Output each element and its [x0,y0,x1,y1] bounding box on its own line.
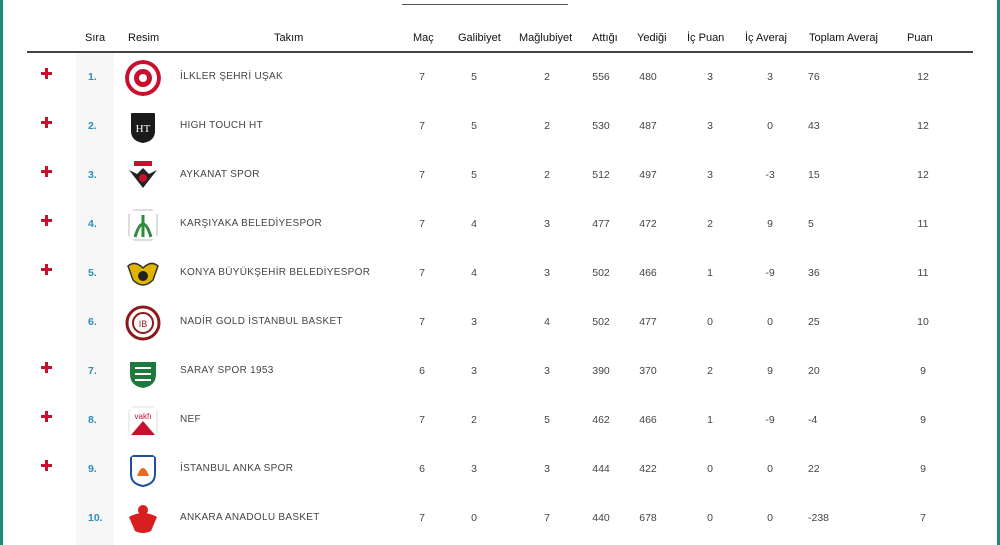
wins-cell: 2 [471,414,477,426]
header-toplam-averaj[interactable]: Toplam Averaj [809,32,878,44]
header-sira[interactable]: Sıra [85,32,106,44]
saray-shield-icon[interactable] [125,354,161,390]
total-average-cell: 20 [808,365,820,377]
home-average-cell: -9 [765,267,775,279]
losses-cell: 2 [544,169,550,181]
team-name-link[interactable]: NADİR GOLD İSTANBUL BASKET [180,316,343,327]
points-conceded-cell: 370 [639,365,657,377]
team-name-link[interactable]: KARŞIYAKA BELEDİYESPOR [180,218,323,229]
table-header [27,24,973,53]
total-average-cell: 76 [808,71,820,83]
matches-cell: 7 [419,512,425,524]
ankara-ball-logo-icon[interactable] [125,501,161,537]
points-cell: 11 [917,218,929,230]
expand-plus-icon[interactable] [41,117,52,128]
team-name-link[interactable]: NEF [180,414,201,425]
points-cell: 9 [920,365,926,377]
home-points-cell: 3 [707,120,713,132]
matches-cell: 7 [419,267,425,279]
rank-cell: 6. [88,316,97,328]
matches-cell: 7 [419,316,425,328]
points-conceded-cell: 422 [639,463,657,475]
points-scored-cell: 440 [592,512,610,524]
matches-cell: 7 [419,71,425,83]
wins-cell: 5 [471,71,477,83]
losses-cell: 3 [544,463,550,475]
header-galibiyet[interactable]: Galibiyet [458,32,501,44]
nef-logo-icon[interactable] [125,403,161,439]
losses-cell: 3 [544,218,550,230]
total-average-cell: -238 [808,512,830,524]
usak-logo-icon[interactable] [125,60,161,96]
losses-cell: 2 [544,120,550,132]
header-takim[interactable]: Takım [274,32,304,44]
points-scored-cell: 530 [592,120,610,132]
total-average-cell: 22 [808,463,820,475]
table-row[interactable] [27,53,973,102]
team-name-link[interactable]: KONYA BÜYÜKŞEHİR BELEDİYESPOR [180,267,371,278]
points-scored-cell: 512 [592,169,610,181]
losses-cell: 7 [544,512,550,524]
total-average-cell: 43 [808,120,820,132]
anka-shield-icon[interactable] [125,452,161,488]
points-conceded-cell: 487 [639,120,657,132]
matches-cell: 7 [419,218,425,230]
wins-cell: 3 [471,463,477,475]
home-average-cell: 0 [767,316,773,328]
points-conceded-cell: 477 [639,316,657,328]
points-cell: 11 [917,267,929,279]
home-points-cell: 3 [707,71,713,83]
points-cell: 10 [917,316,929,328]
matches-cell: 7 [419,169,425,181]
points-scored-cell: 477 [592,218,610,230]
table-row[interactable] [27,396,973,445]
home-average-cell: 0 [767,512,773,524]
losses-cell: 2 [544,71,550,83]
matches-cell: 7 [419,414,425,426]
home-points-cell: 0 [707,463,713,475]
table-row[interactable] [27,151,973,200]
home-average-cell: 0 [767,120,773,132]
wins-cell: 4 [471,218,477,230]
wins-cell: 5 [471,169,477,181]
losses-cell: 5 [544,414,550,426]
standings-table [27,24,973,543]
losses-cell: 3 [544,365,550,377]
table-row[interactable] [27,298,973,347]
home-points-cell: 1 [707,267,713,279]
expand-plus-icon[interactable] [41,411,52,422]
table-row[interactable] [27,494,973,543]
points-conceded-cell: 678 [639,512,657,524]
home-average-cell: 9 [767,365,773,377]
header-yedigi[interactable]: Yediği [637,32,667,44]
home-average-cell: 9 [767,218,773,230]
points-cell: 12 [917,71,929,83]
svg-text:HT: HT [135,123,151,135]
expand-plus-icon[interactable] [41,68,52,79]
losses-cell: 4 [544,316,550,328]
team-name-link[interactable]: AYKANAT SPOR [180,169,260,180]
table-body [27,53,973,543]
header-resim: Resim [128,32,160,44]
expand-plus-icon[interactable] [41,264,52,275]
points-cell: 9 [920,414,926,426]
points-scored-cell: 502 [592,316,610,328]
table-row[interactable] [27,347,973,396]
home-points-cell: 2 [707,365,713,377]
home-average-cell: 3 [767,71,773,83]
table-row[interactable] [27,445,973,494]
rank-cell: 8. [88,414,97,426]
header-ic-averaj[interactable]: İç Averaj [745,32,787,44]
header-ic-puan[interactable]: İç Puan [687,32,725,44]
points-conceded-cell: 472 [639,218,657,230]
total-average-cell: 15 [808,169,820,181]
header-mac[interactable]: Maç [413,32,434,44]
team-name-link[interactable]: ANKARA ANADOLU BASKET [180,512,320,523]
team-name-link[interactable]: İLKLER ŞEHRİ UŞAK [180,71,283,82]
eagle-logo-icon[interactable] [125,158,161,194]
svg-text:IB: IB [138,319,148,329]
header-puan[interactable]: Puan [907,32,933,44]
karsiyaka-logo-icon[interactable] [125,207,161,243]
wins-cell: 5 [471,120,477,132]
matches-cell: 7 [419,120,425,132]
expand-plus-icon[interactable] [41,460,52,471]
table-row[interactable] [27,102,973,151]
istanbul-basket-logo-icon[interactable] [125,305,161,341]
svg-text:vakfı: vakfı [134,412,152,421]
wins-cell: 3 [471,365,477,377]
rank-cell: 5. [88,267,97,279]
total-average-cell: 5 [808,218,814,230]
points-conceded-cell: 466 [639,267,657,279]
home-average-cell: -9 [765,414,775,426]
home-points-cell: 3 [707,169,713,181]
home-average-cell: -3 [765,169,775,181]
points-scored-cell: 502 [592,267,610,279]
table-row[interactable] [27,200,973,249]
home-points-cell: 1 [707,414,713,426]
matches-cell: 6 [419,365,425,377]
points-scored-cell: 556 [592,71,610,83]
losses-cell: 3 [544,267,550,279]
total-average-cell: 36 [808,267,820,279]
team-name-link[interactable]: HIGH TOUCH HT [180,120,263,131]
team-name-link[interactable]: SARAY SPOR 1953 [180,365,274,376]
points-scored-cell: 390 [592,365,610,377]
rank-cell: 4. [88,218,97,230]
rank-cell: 9. [88,463,97,475]
matches-cell: 6 [419,463,425,475]
points-cell: 12 [917,169,929,181]
expand-plus-icon[interactable] [41,362,52,373]
wins-cell: 0 [471,512,477,524]
top-divider [402,4,568,5]
wins-cell: 4 [471,267,477,279]
points-cell: 12 [917,120,929,132]
home-points-cell: 0 [707,316,713,328]
total-average-cell: 25 [808,316,820,328]
home-average-cell: 0 [767,463,773,475]
points-conceded-cell: 466 [639,414,657,426]
expand-plus-icon[interactable] [41,166,52,177]
home-points-cell: 0 [707,512,713,524]
home-points-cell: 2 [707,218,713,230]
wins-cell: 3 [471,316,477,328]
points-scored-cell: 444 [592,463,610,475]
table-row[interactable] [27,249,973,298]
rank-cell: 3. [88,169,97,181]
points-scored-cell: 462 [592,414,610,426]
points-conceded-cell: 497 [639,169,657,181]
points-cell: 9 [920,463,926,475]
frame-left-border [0,0,3,545]
rank-cell: 7. [88,365,97,377]
points-cell: 7 [920,512,926,524]
points-conceded-cell: 480 [639,71,657,83]
header-attigi[interactable]: Attığı [592,32,618,44]
ht-shield-icon[interactable] [125,109,161,145]
rank-cell: 2. [88,120,97,132]
header-maglubiyet[interactable]: Mağlubiyet [519,32,573,44]
rank-cell: 1. [88,71,97,83]
konya-eagle-logo-icon[interactable] [125,256,161,292]
team-name-link[interactable]: İSTANBUL ANKA SPOR [180,463,294,474]
expand-plus-icon[interactable] [41,215,52,226]
rank-cell: 10. [88,512,103,524]
total-average-cell: -4 [808,414,818,426]
